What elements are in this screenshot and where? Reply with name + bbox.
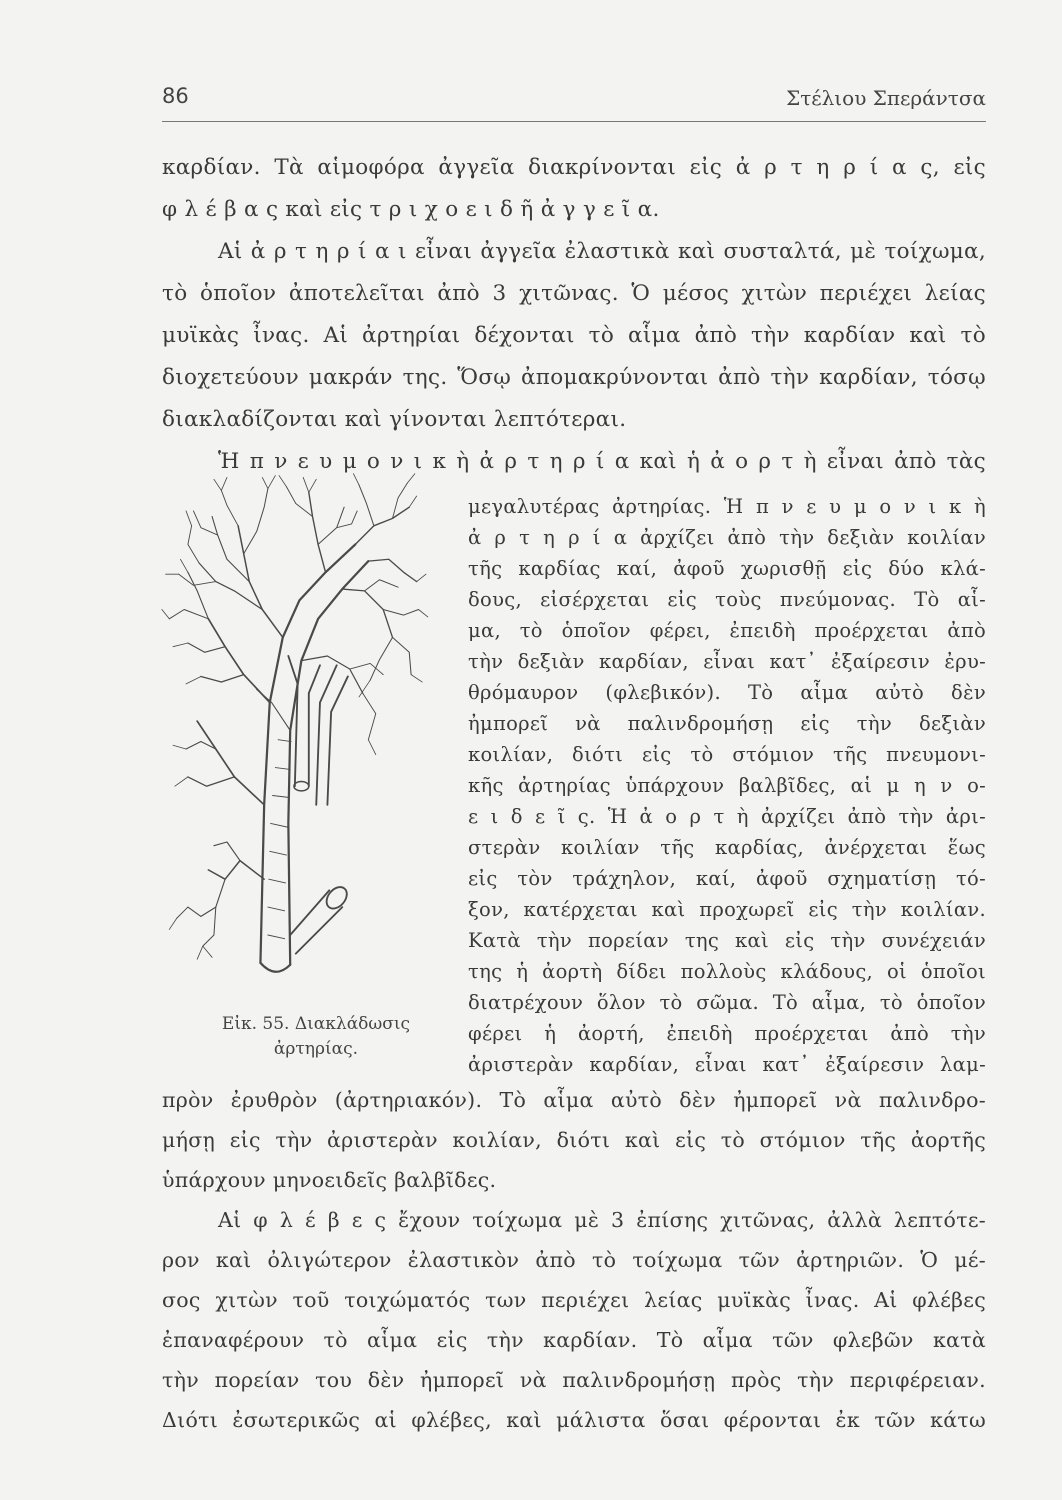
text-line: διατρέχουν ὅλον τὸ σῶμα. Τὸ αἷμα, τὸ ὁποῖον xyxy=(468,991,986,1014)
text-line: ἀριστερὰν καρδίαν, εἶναι κατ᾽ ἐξαίρεσιν λαμ- xyxy=(468,1053,986,1076)
text-line: μα, τὸ ὁποῖον φέρει, ἐπειδὴ προέρχεται ἀπὸ xyxy=(468,619,986,642)
text-line: μυϊκὰς ἶνας. Αἱ ἀρτηρίαι δέχονται τὸ αἷμα ἀπὸ τὴν καρδίαν καὶ τὸ xyxy=(162,323,986,348)
text-line: δους, εἰσέρχεται εἰς τοὺς πνεύμονας. Τὸ αἷ- xyxy=(468,588,986,611)
running-title: Στέλιου Σπεράντσα xyxy=(786,86,986,110)
text-line: διοχετεύουν μακράν της. Ὅσῳ ἀπομακρύνονται ἀπὸ τὴν καρδίαν, τόσῳ xyxy=(162,365,986,390)
text-line: μεγαλυτέρας ἀρτηρίας. Ἡ π ν ε υ μ ο ν ι κ ὴ xyxy=(468,495,986,518)
artery-branching-figure xyxy=(160,470,430,991)
text-line: της ἡ ἀορτὴ δίδει πολλοὺς κλάδους, οἱ ὁποῖοι xyxy=(468,960,986,983)
text-line: Κατὰ τὴν πορείαν της καὶ εἰς τὴν συνέχειάν xyxy=(468,929,986,952)
text-line: Διότι ἐσωτερικῶς αἱ φλέβες, καὶ μάλιστα ὅσαι φέρονται ἐκ τῶν κάτω xyxy=(162,1408,986,1432)
text-line: τὴν πορείαν του δὲν ἠμπορεῖ νὰ παλινδρομήσῃ πρὸς τὴν περιφέρειαν. xyxy=(162,1368,986,1392)
text-line: ὑπάρχουν μηνοειδεῖς βαλβῖδες. xyxy=(162,1168,497,1192)
text-line: εἰς τὸν τράχηλον, καί, ἀφοῦ σχηματίσῃ τό- xyxy=(468,867,986,890)
text-line: θρόμαυρον (φλεβικόν). Τὸ αἷμα αὐτὸ δὲν xyxy=(468,681,986,704)
text-line: τὴν δεξιὰν καρδίαν, εἶναι κατ᾽ ἐξαίρεσιν ἐρυ- xyxy=(468,650,986,673)
text-line: φέρει ἡ ἀορτή, ἐπειδὴ προέρχεται ἀπὸ τὴν xyxy=(468,1022,986,1045)
text-line: καρδίαν. Τὰ αἱμοφόρα ἀγγεῖα διακρίνονται εἰς ἀ ρ τ η ρ ί α ς, εἰς xyxy=(162,155,986,180)
text-line: πρὸν ἐρυθρὸν (ἀρτηριακόν). Τὸ αἷμα αὐτὸ δὲν ἠμπορεῖ νὰ παλινδρο- xyxy=(162,1088,986,1112)
header-rule xyxy=(162,121,986,122)
text-line: τῆς καρδίας καί, ἀφοῦ χωρισθῇ εἰς δύο κλά- xyxy=(468,557,986,580)
text-line: Αἱ ἀ ρ τ η ρ ί α ι εἶναι ἀγγεῖα ἐλαστικὰ καὶ συσταλτά, μὲ τοίχωμα, xyxy=(218,239,986,264)
figure-caption-line: ἀρτηρίας. xyxy=(273,1038,359,1059)
text-line: Ἡ π ν ε υ μ ο ν ι κ ὴ ἀ ρ τ η ρ ί α καὶ ἡ ἀ ο ρ τ ὴ εἶναι ἀπὸ τὰς xyxy=(218,449,986,474)
text-line: ἠμπορεῖ νὰ παλινδρομήσῃ εἰς τὴν δεξιὰν xyxy=(468,712,986,735)
text-line: ἀ ρ τ η ρ ί α ἀρχίζει ἀπὸ τὴν δεξιὰν κοιλίαν xyxy=(468,526,986,549)
text-line: σος χιτὼν τοῦ τοιχώματός των περιέχει λείας μυϊκὰς ἶνας. Αἱ φλέβες xyxy=(162,1288,986,1312)
text-line: διακλαδίζονται καὶ γίνονται λεπτότεραι. xyxy=(162,407,627,432)
text-line: μήσῃ εἰς τὴν ἀριστερὰν κοιλίαν, διότι καὶ εἰς τὸ στόμιον τῆς ἀορτῆς xyxy=(162,1128,986,1152)
text-line: ε ι δ ε ῖ ς. Ἡ ἀ ο ρ τ ὴ ἀρχίζει ἀπὸ τὴν ἀρι- xyxy=(468,805,986,828)
text-line: ἐπαναφέρουν τὸ αἷμα εἰς τὴν καρδίαν. Τὸ αἷμα τῶν φλεβῶν κατὰ xyxy=(162,1328,986,1352)
page-number: 86 xyxy=(162,84,189,108)
artery-illustration xyxy=(160,470,430,991)
text-line: φ λ έ β α ς καὶ εἰς τ ρ ι χ ο ε ι δ ῆ ἀ γ γ ε ῖ α. xyxy=(162,197,660,222)
text-line: στερὰν κοιλίαν τῆς καρδίας, ἀνέρχεται ἕως xyxy=(468,836,986,859)
text-line: Αἱ φ λ έ β ε ς ἔχουν τοίχωμα μὲ 3 ἐπίσης χιτῶνας, ἀλλὰ λεπτότε- xyxy=(218,1208,986,1232)
text-line: ξον, κατέρχεται καὶ προχωρεῖ εἰς τὴν κοιλίαν. xyxy=(468,898,986,921)
figure-caption-line: Εἰκ. 55. Διακλάδωσις xyxy=(221,1014,411,1034)
text-line: κῆς ἀρτηρίας ὑπάρχουν βαλβῖδες, αἱ μ η ν ο- xyxy=(468,774,986,797)
text-line: κοιλίαν, διότι εἰς τὸ στόμιον τῆς πνευμονι- xyxy=(468,743,986,766)
text-line: τὸ ὁποῖον ἀποτελεῖται ἀπὸ 3 χιτῶνας. Ὁ μέσος χιτὼν περιέχει λείας xyxy=(162,281,986,306)
figure-caption xyxy=(176,1012,456,1061)
text-line: ρον καὶ ὀλιγώτερον ἐλαστικὸν ἀπὸ τὸ τοίχωμα τῶν ἀρτηριῶν. Ὁ μέ- xyxy=(162,1248,986,1272)
